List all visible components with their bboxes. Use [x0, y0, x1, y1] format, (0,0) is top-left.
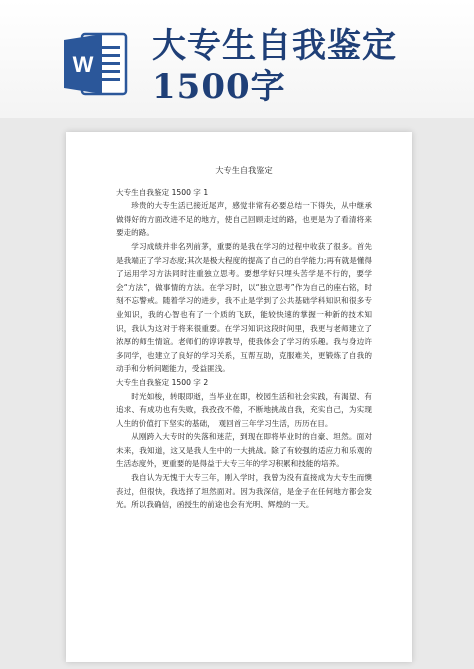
document-page — [66, 132, 412, 662]
paragraph: 从刚跨入大专时的失落和迷茫，到现在即将毕业时的自豪、坦然。面对未来，我知道，这又是我人生中的一大挑战。除了有较强的适应力和乐观的生活态度外，更重要的是得益于大专三年的学习积累和技能的培养。 — [116, 432, 372, 469]
word-document-icon — [62, 30, 130, 98]
document-body — [116, 164, 372, 512]
document-title: 大专生自我鉴定 — [215, 165, 273, 175]
section-heading: 大专生自我鉴定 1500 字 1 — [116, 187, 209, 197]
paragraph: 珍贵的大专生活已接近尾声，感觉非常有必要总结一下得失，从中继承做得好的方面改进不足的地方，使自己回顾走过的路，也更是为了看清将来要走的路。 — [116, 201, 372, 238]
page-title: 大专生自我鉴定1500字 — [152, 26, 397, 107]
paragraph: 我自认为无愧于大专三年，刚入学时，我曾为没有直接成为大专生而懊丧过，但很快，我选择了坦然面对。因为我深信，是金子在任何地方都会发光。所以我确信，函授生的前途也会有光明、辉煌的一天。 — [116, 473, 372, 510]
header-banner — [0, 0, 474, 118]
paragraph: 学习成绩并非名列前茅，重要的是我在学习的过程中收获了很多。首先是我端正了学习态度;其次是极大程度的提高了自己的自学能力;再有就是懂得了运用学习方法同时注重独立思考。要想学好只埋头苦学是不行的，要学会“方法”，做事情的方法。在学习时，以“独立思考”作为自己的座右铭，时刻不忘警戒。随着学习的进步，我不止是学到了公共基础学科知识和很多专业知识，我的心智也有了一个质的飞跃，能较快速的掌握一种新的技术知识，我认为这对于将来很重要。在学习知识这段时间里，我更与老师建立了浓厚的师生情谊。老师们的谆谆教导，使我体会了学习的乐趣。我与身边许多同学，也建立了良好的学习关系，互帮互助，克服难关，更锻炼了自我的动手和分析问题能力，受益匪浅。 — [116, 241, 372, 374]
svg-text:W: W — [72, 52, 94, 77]
section-heading: 大专生自我鉴定 1500 字 2 — [116, 377, 209, 387]
paragraph: 时光如梭，转眼即逝，当毕业在即，校园生活和社会实践，有渴望、有追求、有成功也有失败，我孜孜不倦，不断地挑战自我，充实自己，为实现人生的价值打下坚实的基础， 观回首三年学习生活，历历在目。 — [116, 391, 372, 428]
